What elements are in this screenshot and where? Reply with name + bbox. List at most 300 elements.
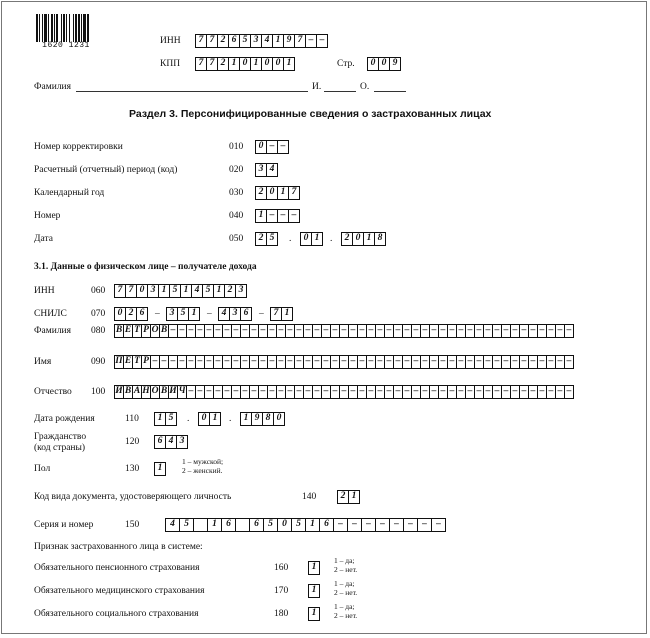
char-cell[interactable]: И (168, 385, 178, 399)
char-cell[interactable]: – (276, 324, 286, 338)
citizenship-field[interactable] (154, 435, 188, 449)
char-cell[interactable]: В (159, 324, 169, 338)
correction-field[interactable] (255, 140, 289, 154)
char-cell[interactable]: – (474, 324, 484, 338)
char-cell[interactable]: Т (132, 355, 142, 369)
char-cell[interactable]: 1 (240, 412, 252, 426)
char-cell[interactable]: 0 (273, 412, 285, 426)
char-cell[interactable]: – (474, 355, 484, 369)
snils-group-3[interactable] (218, 307, 252, 321)
char-cell[interactable]: 1 (305, 518, 320, 532)
char-cell[interactable]: – (546, 355, 556, 369)
char-cell[interactable]: – (389, 518, 404, 532)
char-cell[interactable]: 4 (165, 435, 177, 449)
char-cell[interactable]: 3 (176, 435, 188, 449)
char-cell[interactable]: 7 (206, 57, 218, 71)
char-cell[interactable]: 2 (255, 232, 267, 246)
char-cell[interactable]: – (204, 324, 214, 338)
char-cell[interactable] (235, 518, 250, 532)
char-cell[interactable]: – (195, 324, 205, 338)
char-cell[interactable]: – (333, 518, 348, 532)
char-cell[interactable]: – (375, 324, 385, 338)
char-cell[interactable]: – (429, 355, 439, 369)
char-cell[interactable]: – (312, 324, 322, 338)
char-cell[interactable]: – (267, 355, 277, 369)
char-cell[interactable]: – (393, 324, 403, 338)
char-cell[interactable]: – (429, 324, 439, 338)
char-cell[interactable]: – (348, 385, 358, 399)
char-cell[interactable]: 1 (209, 412, 221, 426)
char-cell[interactable]: – (366, 324, 376, 338)
name-field[interactable] (114, 355, 574, 369)
char-cell[interactable]: – (375, 385, 385, 399)
char-cell[interactable]: 2 (337, 490, 349, 504)
char-cell[interactable]: – (375, 355, 385, 369)
char-cell[interactable]: – (366, 385, 376, 399)
char-cell[interactable]: – (465, 324, 475, 338)
number-field[interactable] (255, 209, 300, 223)
char-cell[interactable]: – (492, 385, 502, 399)
char-cell[interactable]: – (357, 324, 367, 338)
char-cell[interactable]: – (555, 385, 565, 399)
char-cell[interactable]: 2 (217, 34, 229, 48)
char-cell[interactable]: 1 (308, 584, 320, 598)
char-cell[interactable]: Р (141, 355, 151, 369)
char-cell[interactable]: 0 (266, 186, 278, 200)
char-cell[interactable]: 6 (249, 518, 264, 532)
citizenship-label: Гражданство (34, 432, 87, 442)
char-cell[interactable]: – (204, 355, 214, 369)
period-field[interactable] (255, 163, 278, 177)
char-cell[interactable]: – (177, 324, 187, 338)
char-cell[interactable]: 4 (266, 163, 278, 177)
char-cell[interactable]: – (456, 355, 466, 369)
char-cell[interactable]: – (555, 324, 565, 338)
char-cell[interactable]: – (321, 355, 331, 369)
char-cell[interactable]: – (402, 355, 412, 369)
char-cell[interactable]: 2 (224, 284, 236, 298)
birth-day-field[interactable] (154, 412, 177, 426)
char-cell[interactable]: 6 (154, 435, 166, 449)
char-cell[interactable]: 6 (136, 307, 148, 321)
char-cell[interactable]: – (339, 355, 349, 369)
char-cell[interactable]: 1 (154, 462, 166, 476)
char-cell[interactable]: – (492, 324, 502, 338)
char-cell[interactable]: О (150, 385, 160, 399)
char-cell[interactable]: 6 (319, 518, 334, 532)
char-cell[interactable]: 4 (191, 284, 203, 298)
header-kpp-field[interactable] (195, 57, 295, 71)
char-cell[interactable] (193, 518, 208, 532)
char-cell[interactable]: – (195, 355, 205, 369)
char-cell[interactable]: 4 (218, 307, 230, 321)
char-cell[interactable]: 1 (311, 232, 323, 246)
char-cell[interactable]: – (348, 324, 358, 338)
char-cell[interactable]: 1 (158, 284, 170, 298)
char-cell[interactable]: – (366, 355, 376, 369)
char-cell[interactable]: – (231, 355, 241, 369)
char-cell[interactable]: Р (141, 324, 151, 338)
char-cell[interactable]: – (321, 385, 331, 399)
char-cell[interactable]: – (213, 385, 223, 399)
char-cell[interactable]: – (361, 518, 376, 532)
char-cell[interactable]: 9 (251, 412, 263, 426)
char-cell[interactable]: 7 (288, 186, 300, 200)
char-cell[interactable]: 7 (195, 34, 207, 48)
char-cell[interactable]: – (438, 355, 448, 369)
char-cell[interactable]: – (204, 385, 214, 399)
char-cell[interactable]: 3 (235, 284, 247, 298)
char-cell[interactable]: – (483, 355, 493, 369)
char-cell[interactable]: 7 (270, 307, 282, 321)
char-cell[interactable]: И (114, 385, 124, 399)
char-cell[interactable]: – (465, 355, 475, 369)
char-cell[interactable]: 0 (300, 232, 312, 246)
char-cell[interactable]: 2 (217, 57, 229, 71)
char-cell[interactable]: 0 (277, 518, 292, 532)
char-cell[interactable]: – (420, 355, 430, 369)
char-cell[interactable]: – (546, 385, 556, 399)
char-cell[interactable]: – (510, 324, 520, 338)
char-cell[interactable]: – (528, 355, 538, 369)
char-cell[interactable]: – (456, 324, 466, 338)
char-cell[interactable]: – (483, 385, 493, 399)
char-cell[interactable]: – (321, 324, 331, 338)
char-cell[interactable]: 9 (283, 34, 295, 48)
char-cell[interactable]: 1 (180, 284, 192, 298)
sex-label: Пол (34, 464, 51, 474)
char-cell[interactable]: 9 (389, 57, 401, 71)
char-cell[interactable]: П (114, 355, 124, 369)
char-cell[interactable]: – (330, 385, 340, 399)
char-cell[interactable]: В (159, 385, 169, 399)
char-cell[interactable]: – (285, 385, 295, 399)
char-cell[interactable]: – (564, 324, 574, 338)
char-cell[interactable]: 2 (255, 186, 267, 200)
char-cell[interactable]: – (492, 355, 502, 369)
header-inn-field[interactable] (195, 34, 328, 48)
char-cell[interactable]: – (330, 355, 340, 369)
char-cell[interactable]: 0 (352, 232, 364, 246)
char-cell[interactable]: 3 (250, 34, 262, 48)
char-cell[interactable]: – (276, 385, 286, 399)
barcode-bar (75, 14, 77, 42)
char-cell[interactable]: 7 (114, 284, 126, 298)
char-cell[interactable]: – (222, 324, 232, 338)
char-cell[interactable]: 3 (229, 307, 241, 321)
char-cell[interactable]: 8 (262, 412, 274, 426)
char-cell[interactable]: 1 (308, 561, 320, 575)
char-cell[interactable]: – (267, 324, 277, 338)
char-cell[interactable]: – (186, 355, 196, 369)
char-cell[interactable]: – (519, 324, 529, 338)
snils-group-2[interactable] (166, 307, 200, 321)
char-cell[interactable]: – (456, 385, 466, 399)
char-cell[interactable]: – (465, 385, 475, 399)
char-cell[interactable]: – (546, 324, 556, 338)
char-cell[interactable]: – (240, 385, 250, 399)
char-cell[interactable]: – (266, 140, 278, 154)
social-label: Обязательного социального страхования (34, 609, 199, 619)
char-cell[interactable]: 5 (239, 34, 251, 48)
char-cell[interactable]: – (528, 385, 538, 399)
char-cell[interactable]: – (330, 324, 340, 338)
char-cell[interactable]: – (357, 355, 367, 369)
char-cell[interactable]: 0 (378, 57, 390, 71)
char-cell[interactable]: 1 (154, 412, 166, 426)
char-cell[interactable]: – (402, 324, 412, 338)
char-cell[interactable]: 7 (195, 57, 207, 71)
char-cell[interactable]: В (123, 385, 133, 399)
char-cell[interactable]: 0 (198, 412, 210, 426)
char-cell[interactable]: – (258, 324, 268, 338)
header-initial-o-line[interactable] (374, 82, 406, 92)
barcode-bar (44, 14, 47, 42)
char-cell[interactable]: – (447, 385, 457, 399)
char-cell[interactable]: – (303, 385, 313, 399)
snils-group-1[interactable] (114, 307, 148, 321)
char-cell[interactable]: – (303, 355, 313, 369)
char-cell[interactable]: 1 (255, 209, 267, 223)
surname-field[interactable] (114, 324, 574, 338)
snils-group-4[interactable] (270, 307, 293, 321)
char-cell[interactable]: – (375, 518, 390, 532)
char-cell[interactable]: – (411, 385, 421, 399)
date-year-field[interactable] (341, 232, 386, 246)
char-cell[interactable]: – (393, 355, 403, 369)
char-cell[interactable]: 0 (261, 57, 273, 71)
period-label: Расчетный (отчетный) период (код) (34, 165, 178, 175)
char-cell[interactable]: 4 (165, 518, 180, 532)
char-cell[interactable]: – (431, 518, 446, 532)
char-cell[interactable]: – (429, 385, 439, 399)
char-cell[interactable]: – (258, 355, 268, 369)
char-cell[interactable]: 7 (294, 34, 306, 48)
birth-month-field[interactable] (198, 412, 221, 426)
char-cell[interactable]: – (438, 324, 448, 338)
char-cell[interactable]: – (510, 385, 520, 399)
char-cell[interactable]: 1 (188, 307, 200, 321)
char-cell[interactable]: О (150, 324, 160, 338)
char-cell[interactable]: – (277, 209, 289, 223)
char-cell[interactable]: – (222, 385, 232, 399)
char-cell[interactable]: 0 (136, 284, 148, 298)
char-cell[interactable]: – (447, 355, 457, 369)
pension-code: 160 (274, 563, 289, 573)
char-cell[interactable]: – (316, 34, 328, 48)
char-cell[interactable]: 5 (179, 518, 194, 532)
char-cell[interactable]: – (564, 355, 574, 369)
char-cell[interactable]: 7 (206, 34, 218, 48)
char-cell[interactable]: 6 (240, 307, 252, 321)
char-cell[interactable]: 5 (291, 518, 306, 532)
char-cell[interactable]: – (537, 385, 547, 399)
char-cell[interactable]: 1 (213, 284, 225, 298)
char-cell[interactable]: 1 (207, 518, 222, 532)
header-surname-line[interactable] (76, 82, 308, 92)
char-cell[interactable]: – (438, 385, 448, 399)
char-cell[interactable]: Н (141, 385, 151, 399)
char-cell[interactable]: – (277, 140, 289, 154)
char-cell[interactable]: 1 (277, 186, 289, 200)
char-cell[interactable]: 5 (266, 232, 278, 246)
char-cell[interactable]: – (420, 385, 430, 399)
person-subtitle: 3.1. Данные о физическом лице – получателе дохода (34, 262, 257, 272)
char-cell[interactable]: 3 (255, 163, 267, 177)
char-cell[interactable]: 0 (255, 140, 267, 154)
char-cell[interactable]: – (294, 385, 304, 399)
char-cell[interactable]: – (384, 355, 394, 369)
char-cell[interactable]: – (447, 324, 457, 338)
char-cell[interactable]: – (285, 355, 295, 369)
char-cell[interactable]: 2 (125, 307, 137, 321)
char-cell[interactable]: – (285, 324, 295, 338)
date-month-field[interactable] (300, 232, 323, 246)
char-cell[interactable]: 5 (177, 307, 189, 321)
char-cell[interactable]: – (564, 385, 574, 399)
char-cell[interactable]: 7 (125, 284, 137, 298)
char-cell[interactable]: – (266, 209, 278, 223)
birth-year-field[interactable] (240, 412, 285, 426)
char-cell[interactable]: Т (132, 324, 142, 338)
char-cell[interactable]: – (249, 324, 259, 338)
char-cell[interactable]: – (231, 324, 241, 338)
char-cell[interactable]: – (305, 34, 317, 48)
char-cell[interactable]: – (347, 518, 362, 532)
medical-field[interactable] (308, 584, 320, 598)
char-cell[interactable]: – (312, 385, 322, 399)
char-cell[interactable]: 1 (283, 57, 295, 71)
series-number-field[interactable] (165, 518, 446, 532)
char-cell[interactable]: – (537, 355, 547, 369)
char-cell[interactable]: 2 (341, 232, 353, 246)
char-cell[interactable]: – (339, 324, 349, 338)
social-field[interactable] (308, 607, 320, 621)
char-cell[interactable]: 5 (263, 518, 278, 532)
char-cell[interactable]: В (114, 324, 124, 338)
date-day-field[interactable] (255, 232, 278, 246)
char-cell[interactable]: – (510, 355, 520, 369)
char-cell[interactable]: – (474, 385, 484, 399)
char-cell[interactable]: Ч (177, 385, 187, 399)
char-cell[interactable]: – (168, 324, 178, 338)
char-cell[interactable]: Е (123, 355, 133, 369)
char-cell[interactable]: – (231, 385, 241, 399)
char-cell[interactable]: 1 (348, 490, 360, 504)
char-cell[interactable]: 3 (147, 284, 159, 298)
char-cell[interactable]: – (168, 355, 178, 369)
char-cell[interactable]: 1 (272, 34, 284, 48)
char-cell[interactable]: – (483, 324, 493, 338)
doc-type-field[interactable] (337, 490, 360, 504)
char-cell[interactable]: – (417, 518, 432, 532)
char-cell[interactable]: – (501, 385, 511, 399)
char-cell[interactable]: 0 (114, 307, 126, 321)
char-cell[interactable]: 6 (228, 34, 240, 48)
char-cell[interactable]: – (240, 355, 250, 369)
char-cell[interactable]: 1 (281, 307, 293, 321)
char-cell[interactable]: – (411, 324, 421, 338)
char-cell[interactable]: – (537, 324, 547, 338)
char-cell[interactable]: – (288, 209, 300, 223)
char-cell[interactable]: – (303, 324, 313, 338)
pension-field[interactable] (308, 561, 320, 575)
char-cell[interactable]: 3 (166, 307, 178, 321)
char-cell[interactable]: А (132, 385, 142, 399)
char-cell[interactable]: – (150, 355, 160, 369)
char-cell[interactable]: – (348, 355, 358, 369)
char-cell[interactable]: – (177, 355, 187, 369)
char-cell[interactable]: 0 (367, 57, 379, 71)
char-cell[interactable]: – (528, 324, 538, 338)
char-cell[interactable]: – (312, 355, 322, 369)
char-cell[interactable]: – (222, 355, 232, 369)
char-cell[interactable]: 0 (239, 57, 251, 71)
char-cell[interactable]: 5 (202, 284, 214, 298)
char-cell[interactable]: – (501, 355, 511, 369)
year-field[interactable] (255, 186, 300, 200)
char-cell[interactable]: – (555, 355, 565, 369)
page-number-field[interactable] (367, 57, 401, 71)
char-cell[interactable]: 1 (250, 57, 262, 71)
char-cell[interactable]: – (213, 324, 223, 338)
char-cell[interactable]: – (267, 385, 277, 399)
char-cell[interactable]: 6 (221, 518, 236, 532)
char-cell[interactable]: 1 (308, 607, 320, 621)
patronymic-code: 100 (91, 387, 106, 397)
char-cell[interactable]: 0 (272, 57, 284, 71)
char-cell[interactable]: – (402, 385, 412, 399)
char-cell[interactable]: – (276, 355, 286, 369)
char-cell[interactable]: – (519, 385, 529, 399)
char-cell[interactable]: – (195, 385, 205, 399)
char-cell[interactable]: – (294, 355, 304, 369)
char-cell[interactable]: – (249, 385, 259, 399)
char-cell[interactable]: – (519, 355, 529, 369)
char-cell[interactable]: – (186, 324, 196, 338)
char-cell[interactable]: – (501, 324, 511, 338)
insured-heading: Признак застрахованного лица в системе: (34, 542, 203, 552)
char-cell[interactable]: – (186, 385, 196, 399)
sex-field[interactable] (154, 462, 166, 476)
char-cell[interactable]: – (294, 324, 304, 338)
char-cell[interactable]: – (384, 385, 394, 399)
char-cell[interactable]: – (213, 355, 223, 369)
char-cell[interactable]: – (339, 385, 349, 399)
char-cell[interactable]: – (240, 324, 250, 338)
char-cell[interactable]: – (258, 385, 268, 399)
patronymic-field[interactable] (114, 385, 574, 399)
char-cell[interactable]: – (393, 385, 403, 399)
char-cell[interactable]: – (357, 385, 367, 399)
char-cell[interactable]: – (420, 324, 430, 338)
person-inn-field[interactable] (114, 284, 247, 298)
char-cell[interactable]: – (249, 355, 259, 369)
char-cell[interactable]: 1 (363, 232, 375, 246)
char-cell[interactable]: – (384, 324, 394, 338)
char-cell[interactable]: Е (123, 324, 133, 338)
char-cell[interactable]: – (159, 355, 169, 369)
char-cell[interactable]: 5 (169, 284, 181, 298)
correction-code: 010 (229, 142, 244, 152)
char-cell[interactable]: 5 (165, 412, 177, 426)
char-cell[interactable]: 4 (261, 34, 273, 48)
char-cell[interactable]: – (411, 355, 421, 369)
header-initial-i-line[interactable] (324, 82, 356, 92)
char-cell[interactable]: 1 (228, 57, 240, 71)
char-cell[interactable]: 8 (374, 232, 386, 246)
char-cell[interactable]: – (403, 518, 418, 532)
